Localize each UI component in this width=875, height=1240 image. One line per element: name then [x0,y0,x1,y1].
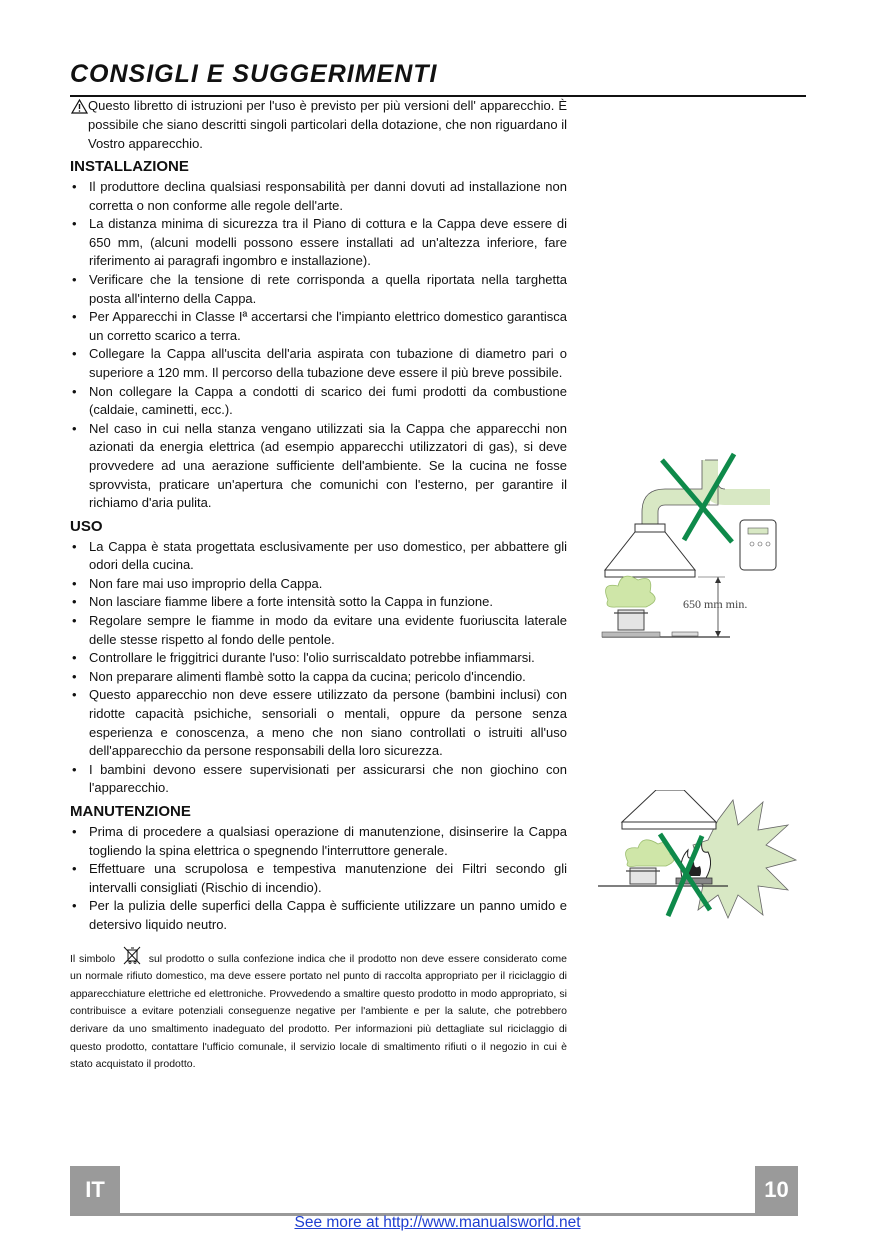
list-item: • Collegare la Cappa all'uscita dell'aria aspirata con tubazione di diametro pari o superiore a 120 mm. Il percorso della tubazione deve essere il più breve possibile. [70,345,567,382]
list-item: • La distanza minima di sicurezza tra il Piano di cottura e la Cappa deve essere di 650 mm, (alcuni modelli possono essere installati ad un'altezza inferiore, fare riferimento ai paragrafi ingombro e installazione). [70,215,567,271]
intro-paragraph [70,96,567,153]
uso-list [70,538,567,798]
disposal-note [70,945,567,1074]
list-item: • Prima di procedere a qualsiasi operazione di manutenzione, disinserire la Cappa togliendo la spina elettrica o spegnendo l'interruttore generale. [70,823,567,860]
page-number: 10 [755,1166,798,1214]
manutenzione-list [70,823,567,935]
section-heading-installazione: INSTALLAZIONE [70,158,189,175]
main-content [70,96,567,1084]
list-item: • Controllare le friggitrici durante l'uso: l'olio surriscaldato potrebbe infiammarsi. [70,649,567,668]
list-item: • Non lasciare fiamme libere a forte intensità sotto la Cappa in funzione. [70,593,567,612]
list-item: • Per Apparecchi in Classe Iª accertarsi che l'impianto elettrico domestico garantisca un corretto scarico a terra. [70,308,567,345]
list-item: • I bambini devono essere supervisionati per assicurarsi che non giochino con l'apparecchio. [70,761,567,798]
section-heading-uso: USO [70,517,103,535]
list-item: • Non preparare alimenti flambè sotto la cappa da cucina; pericolo d'incendio. [70,668,567,687]
section-heading-manutenzione: MANUTENZIONE [70,803,191,820]
list-item: • Non fare mai uso improprio della Cappa. [70,575,567,594]
disposal-text-end: sul prodotto o sulla confezione indica che il prodotto non deve essere considerato come un normale rifiuto domestico, ma deve essere portato nel punto di raccolta appropriato per il riciclaggio di apparecchiature elettriche ed elettroniche. Provvedendo a smaltire questo prodotto in modo appropriato, si contribuisce a evitare potenziali conseguenze negative per l'ambiente e per la salute, che potrebbero derivare da uno smaltimento inadeguato del prodotto. Per informazioni più dettagliate sul riciclaggio di questo prodotto, contattare l'ufficio comunale, il servizio locale di smaltimento rifiuti o il negozio in cui è stato acquistato il prodotto. [70,952,568,1071]
warning-triangle-icon [71,99,88,114]
list-item: • Questo apparecchio non deve essere utilizzato da persone (bambini inclusi) con ridotte capacità psichiche, sensoriali o mentali, oppure da persone senza esperienza e conoscenza, a meno che non siano controllati o istruiti all'uso dell'apparecchio da persone responsabili della loro sicurezza. [70,686,567,760]
list-item: • Verificare che la tensione di rete corrisponda a quella riportata nella targhetta posta all'interno della Cappa. [70,271,567,308]
list-item: • Il produttore declina qualsiasi responsabilità per danni dovuti ad installazione non corretta o non conforme alle regole dell'arte. [70,178,567,215]
figure-hood-distance [600,452,790,647]
list-item: • Regolare sempre le fiamme in modo da evitare una evidente fuoriuscita laterale delle stesse rispetto al fondo delle pentole. [70,612,567,649]
page-title: CONSIGLI E SUGGERIMENTI [70,60,438,88]
list-item: • Per la pulizia delle superfici della Cappa è sufficiente utilizzare un panno umido e detersivo liquido neutro. [70,897,567,934]
figure-flambe-warning [598,790,798,920]
intro-text: Questo libretto di istruzioni per l'uso è previsto per più versioni dell' apparecchio. È possibile che siano descritti singoli particolari della dotazione, che non riguardano il Vostro apparecchio. [88,98,567,151]
list-item: • Effettuare una scrupolosa e tempestiva manutenzione dei Filtri secondo gli intervalli consigliati (Rischio di incendio). [70,860,567,897]
footer-link[interactable]: See more at http://www.manualsworld.net [294,1214,581,1231]
list-item: • Non collegare la Cappa a condotti di scarico dei fumi prodotti da combustione (caldaie, caminetti, ecc.). [70,383,567,420]
list-item: • La Cappa è stata progettata esclusivamente per uso domestico, per abbattere gli odori della cucina. [70,538,567,575]
hood-distance-illustration [600,452,790,647]
language-tab: IT [70,1166,120,1214]
flambe-illustration [598,790,798,920]
installazione-list [70,178,567,513]
disposal-text-start: Il simbolo [70,952,116,965]
crossed-out-bin-icon [122,945,142,965]
list-item: • Nel caso in cui nella stanza vengano utilizzati sia la Cappa che apparecchi non azionati da energia elettrica (ad esempio apparecchi utilizzatori di gas), si deve provvedere ad una aerazione sufficiente dell'ambiente. Se la cucina ne fosse sprovvista, praticare un'apertura che comunichi con l'esterno, per garantire il richiamo d'aria pulita. [70,420,567,513]
distance-label: 650 mm min. [683,597,748,611]
